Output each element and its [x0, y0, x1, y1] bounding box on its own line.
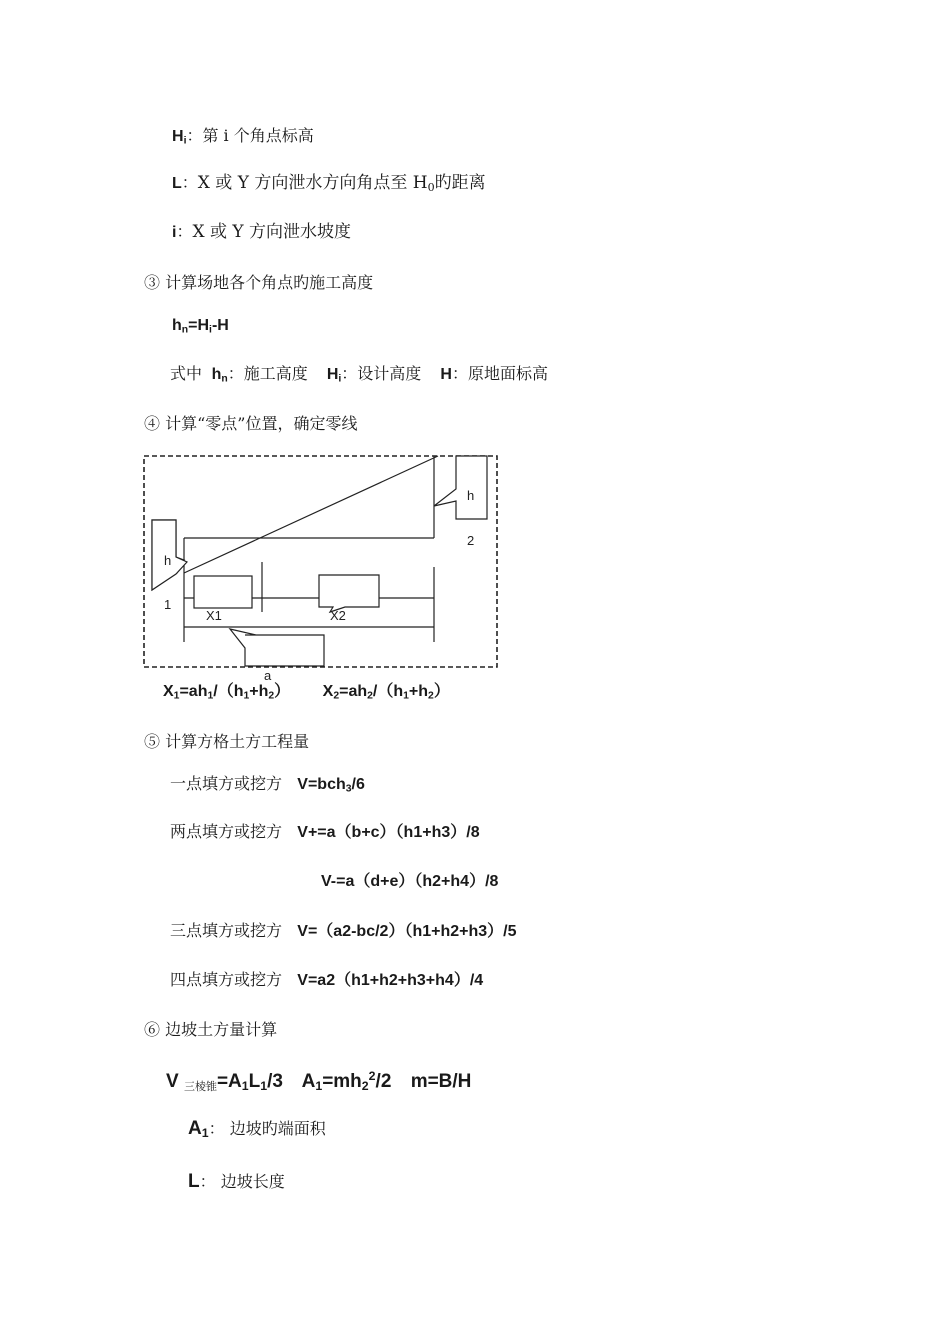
step3-expl-prefix: 式中: [170, 364, 203, 383]
def-l-desc: X 或 Y 方向泄水方向角点至 $H_0$旳距离: [197, 173, 486, 194]
diagram-x1-box: [194, 576, 252, 608]
diagram-a-label: a: [264, 668, 272, 683]
diagram-x2-label: X2: [330, 608, 346, 623]
step6-def-a1-sep: ：: [208, 1119, 225, 1138]
def-hi-sep: ：: [186, 126, 203, 145]
step3-heading: ③ 计算场地各个角点旳施工高度: [144, 273, 374, 292]
step3-e3-symbol: H: [440, 366, 452, 383]
step5-three-label: 三点填方或挖方: [170, 921, 283, 940]
diagram-x1-label: X1: [206, 608, 222, 623]
step5-four-formula: V=a2（h1+h2+h3+h4）/4: [297, 972, 484, 989]
diagram-x2-callout: [319, 575, 379, 612]
step6-def-a1: [188, 1119, 326, 1143]
step6-heading: ⑥ 边坡土方量计算: [144, 1020, 278, 1039]
step5-four-point: [170, 970, 483, 991]
step3-e3-desc: ：原地面标高: [451, 364, 548, 383]
def-l-symbol: L: [172, 175, 182, 192]
diagram-point-1-label: 1: [164, 597, 172, 612]
step5-three-point: [170, 921, 517, 942]
step5-two-plus-formula: V+=a（b+c）（h1+h3）/8: [297, 824, 480, 841]
step3-e1-desc: ：施工高度: [227, 364, 308, 383]
step5-heading: ⑤ 计算方格土方工程量: [144, 732, 310, 751]
diagram-a-callout: [230, 629, 324, 666]
diagram-h-left-label: h: [164, 553, 172, 568]
step4-formulas: [163, 682, 450, 707]
step5-one-formula: V=bch$_3$/6: [297, 776, 365, 795]
step5-one-label: 一点填方或挖方: [170, 774, 283, 793]
step3-e2-symbol: $H_i$: [326, 366, 342, 385]
def-hi-desc: 第 i 个角点标高: [202, 126, 314, 145]
step4-x1-formula: $X_1=ah_1/(h_1+h_2)$: [163, 683, 291, 702]
step3-formula: $h_n=H_i-H$: [172, 317, 229, 336]
def-l-sep: ：: [181, 173, 198, 192]
diagram-point-2-label: 2: [467, 533, 475, 548]
step6-def-a1-desc: 边坡旳端面积: [229, 1119, 326, 1138]
step6-area-formula: $A_1=mh_2^2/2$: [301, 1069, 392, 1093]
step6-formula: [166, 1064, 471, 1099]
step6-def-l-sep: ：: [199, 1172, 216, 1191]
step4-x2-formula: $X_2=ah_2/(h_1+h_2)$: [322, 683, 450, 702]
step5-one-point: [170, 774, 365, 800]
step3-e1-symbol: $h_n$: [211, 366, 228, 385]
step5-four-label: 四点填方或挖方: [170, 970, 283, 989]
step5-two-minus-formula: V-=a（d+e）（h2+h4）/8: [321, 873, 499, 890]
step6-volume-formula: V $_{三棱锥}=A_1L_1/3$: [166, 1070, 283, 1093]
diagram-h-right-callout: [434, 456, 487, 519]
step6-def-l-desc: 边坡长度: [220, 1172, 285, 1191]
step5-two-point: [170, 822, 480, 843]
def-hi-symbol: $H_i$: [172, 128, 187, 147]
step5-three-formula: V=（a2-bc/2）（h1+h2+h3）/5: [297, 923, 517, 940]
step6-def-a1-symbol: $A_1$: [188, 1118, 209, 1141]
def-i-sep: ：: [176, 222, 193, 241]
step4-heading: ④ 计算“零点”位置，确定零线: [144, 414, 358, 433]
step3-e2-desc: ：设计高度: [341, 364, 422, 383]
def-i-desc: X 或 Y 方向泄水坡度: [192, 222, 352, 242]
diagram-h-right-label: h: [467, 488, 475, 503]
step6-def-l-symbol: L: [188, 1171, 200, 1192]
step6-slope-formula: m=B/H: [410, 1070, 472, 1092]
step6-def-l: [188, 1172, 285, 1192]
diagram-diagonal-line: [184, 456, 438, 573]
def-i-symbol: i: [172, 224, 177, 241]
step5-two-label: 两点填方或挖方: [170, 822, 283, 841]
